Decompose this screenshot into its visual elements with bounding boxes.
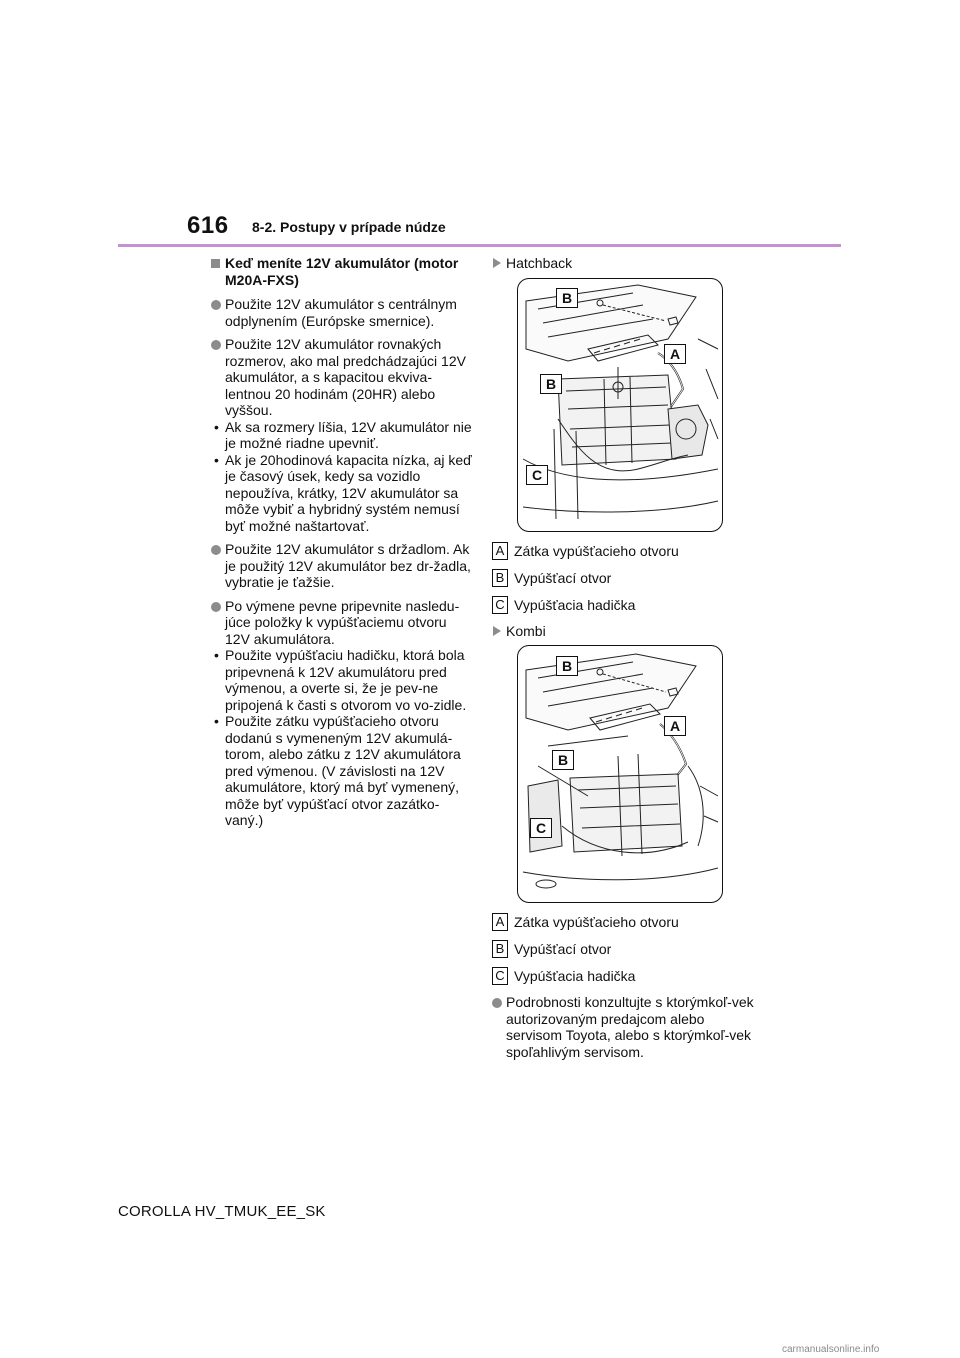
bullet-item [211, 541, 473, 591]
dot-marker-icon: • [214, 713, 219, 729]
bullet-text: Po výmene pevne pripevnite nasledu-júce položky k vypúšťaciemu otvoru 12V akumulátora. [225, 597, 460, 647]
right-column [492, 255, 762, 1067]
callout-b-bottom: B [540, 374, 562, 394]
sub-text: Ak je 20hodinová kapacita nízka, aj keď je časový úsek, kedy sa vozidlo nepoužíva, krátky, 12V akumulátor sa môže vybiť a hybridný systém nemusí byť možné naštartovať. [225, 451, 472, 534]
legend-item-a [492, 542, 762, 560]
bullet-item [211, 296, 473, 329]
hatchback-illustration [517, 278, 723, 532]
legend-item-a [492, 913, 762, 931]
bullet-text: Použite 12V akumulátor s centrálnym odplynením (Európske smernice). [225, 296, 457, 329]
circle-bullet-icon [211, 602, 221, 612]
dot-marker-icon: • [214, 647, 219, 663]
callout-c: C [526, 465, 548, 485]
square-bullet-icon [211, 259, 220, 268]
legend-key: C [492, 596, 508, 614]
legend-key: B [492, 569, 508, 587]
callout-a: A [664, 344, 686, 364]
legend-text: Vypúšťacia hadička [514, 968, 636, 984]
circle-bullet-icon [211, 340, 221, 350]
watermark-link[interactable]: carmanualsonline.info [782, 1344, 880, 1355]
dot-marker-icon: • [214, 451, 219, 468]
triangle-marker-icon [493, 258, 501, 268]
bullet-item [492, 994, 762, 1060]
sub-text: Použite vypúšťaciu hadičku, ktorá bola pripevnená k 12V akumulátoru pred výmenou, a overte si, že je pev-ne pripojená k časti s otvorom vo vo-zidle. [225, 647, 467, 713]
sub-item [211, 419, 473, 452]
dot-marker-icon: • [214, 418, 219, 435]
engine-bay-drawing [518, 279, 722, 531]
legend-item-b [492, 569, 762, 587]
variant-title: Kombi [506, 622, 546, 639]
bullet-item [211, 598, 473, 648]
callout-c: C [530, 818, 552, 838]
section-heading [211, 255, 473, 288]
heading-text: Keď meníte 12V akumulátor (motor M20A-FXS) [225, 255, 459, 288]
callout-b-top: B [556, 288, 578, 308]
legend-text: Vypúšťacia hadička [514, 596, 636, 613]
legend-key: C [492, 967, 508, 985]
sub-item [211, 713, 473, 829]
variant-hatchback [492, 255, 762, 272]
legend-text: Zátka vypúšťacieho otvoru [514, 914, 679, 930]
sub-item [211, 452, 473, 535]
legend-text: Vypúšťací otvor [514, 941, 612, 957]
bullet-text: Podrobnosti konzultujte s ktorýmkoľ-vek autorizovaným predajcom alebo servisom Toyota, alebo s ktorýmkoľ-vek spoľahlivým servisom. [506, 994, 754, 1060]
legend-key: A [492, 913, 508, 931]
circle-bullet-icon [211, 300, 221, 310]
variant-kombi [492, 623, 762, 640]
triangle-marker-icon [493, 626, 501, 636]
sub-text: Použite zátku vypúšťacieho otvoru dodanú s vymeneným 12V akumulá-torom, alebo zátku z 12V akumulátora pred výmenou. (V závislosti na 12V akumulátore, ktorý má byť vymenený, môže byť vypúšťací otvor zazátko-vaný.) [225, 713, 461, 828]
section-title: 8-2. Postupy v prípade núdze [252, 219, 446, 235]
legend-key: A [492, 542, 508, 560]
callout-b-top: B [556, 656, 578, 676]
legend-item-b [492, 940, 762, 958]
bullet-item [211, 336, 473, 419]
circle-bullet-icon [211, 545, 221, 555]
callout-a: A [664, 716, 686, 736]
sub-text: Ak sa rozmery líšia, 12V akumulátor nie je možné riadne upevniť. [225, 418, 472, 451]
footer-document-code: COROLLA HV_TMUK_EE_SK [118, 1203, 326, 1220]
legend-text: Vypúšťací otvor [514, 569, 612, 586]
kombi-illustration [517, 645, 723, 903]
legend-item-c [492, 967, 762, 985]
bullet-text: Použite 12V akumulátor s držadlom. Ak je použitý 12V akumulátor bez dr-žadla, vybratie je ťažšie. [225, 541, 471, 590]
page-number: 616 [187, 212, 229, 239]
variant-title: Hatchback [506, 255, 573, 271]
sub-item [211, 647, 473, 713]
legend-item-c [492, 596, 762, 614]
left-column [211, 255, 473, 829]
bullet-text: Použite 12V akumulátor rovnakých rozmerov, ako mal predchádzajúci 12V akumulátor, a s kapacitou ekviva-lentnou 20 hodinám (20HR) alebo vyššou. [225, 336, 466, 418]
callout-b-bottom: B [552, 750, 574, 770]
engine-bay-drawing [518, 646, 722, 902]
header-rule [118, 244, 841, 247]
legend-text: Zátka vypúšťacieho otvoru [514, 542, 679, 559]
legend-key: B [492, 940, 508, 958]
circle-bullet-icon [492, 998, 502, 1008]
